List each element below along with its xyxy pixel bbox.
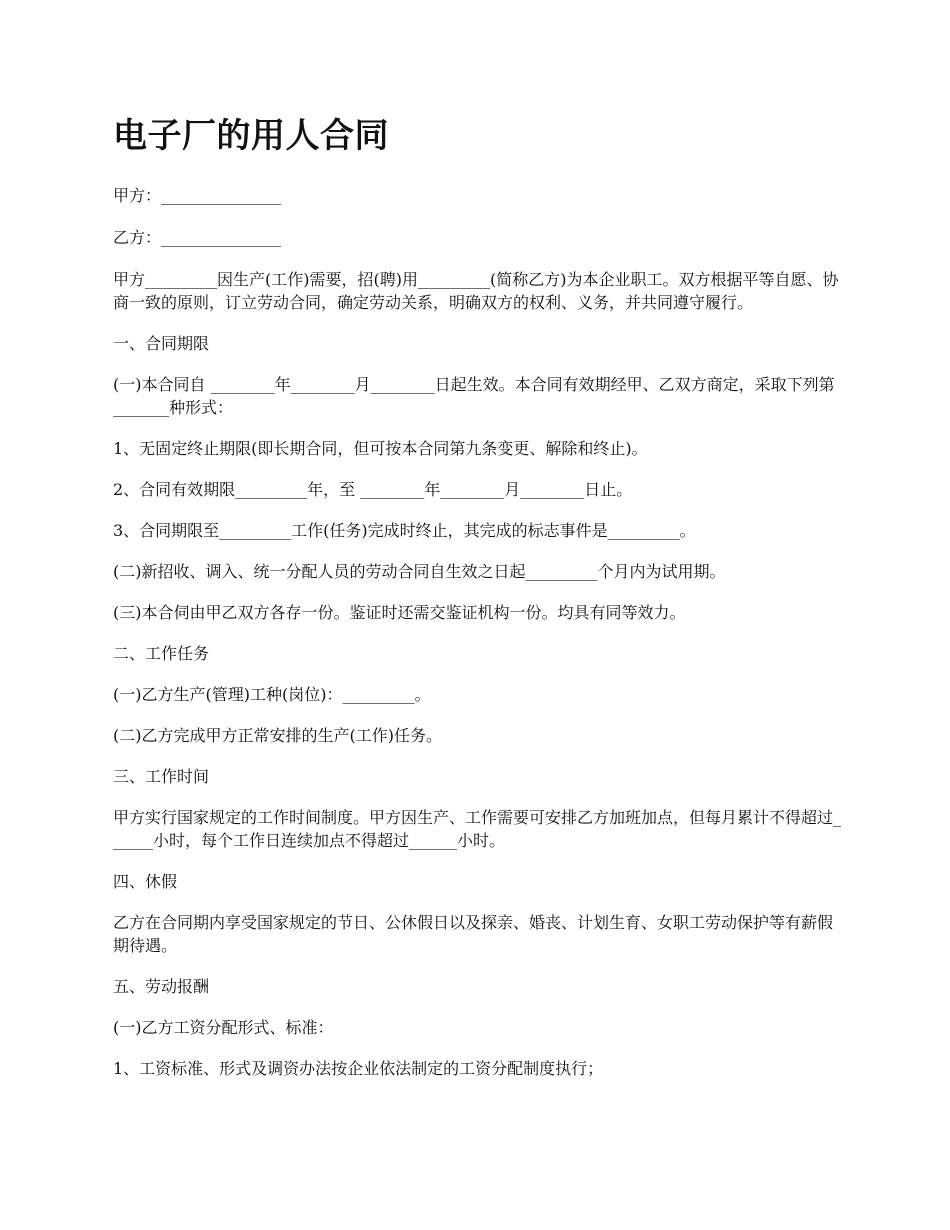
clause-item-3: 3、合同期限至_________工作(任务)完成时终止，其完成的标志事件是_________。 — [113, 521, 696, 540]
party-b-line: 乙方：_______________ — [113, 228, 282, 247]
party-a-line: 甲方：_______________ — [113, 186, 282, 205]
clause-pay-standard: 1、工资标准、形式及调资办法按企业依法制定的工资分配制度执行； — [113, 1059, 604, 1078]
clause-item-1: 1、无固定终止期限(即长期合同，但可按本合同第九条变更、解除和终止)。 — [113, 439, 648, 458]
clause-job-type: (一)乙方生产(管理)工种(岗位)：_________。 — [113, 685, 431, 704]
document-body — [113, 112, 841, 1098]
clause-copies: (三)本合伺由甲乙双方各存一份。鉴证时还需交鉴证机构一份。均具有同等效力。 — [113, 603, 686, 622]
section-heading-tasks: 二、工作任务 — [113, 644, 210, 663]
clause-leave: 乙方在合同期内享受国家规定的节日、公休假日以及探亲、婚丧、计划生育、女职工劳动保护等有薪假期待遇。 — [113, 913, 834, 955]
document-title: 电子厂的用人合同 — [113, 116, 389, 156]
clause-job-duty: (二)乙方完成甲方正常安排的生产(工作)任务。 — [113, 726, 442, 745]
section-heading-hours: 三、工作时间 — [113, 767, 210, 786]
clause-probation: (二)新招收、调入、统一分配人员的劳动合同自生效之日起_________个月内为试用期。 — [113, 562, 726, 581]
clause-effective-date: (一)本合同自 ________年________月________日起生效。本合同有效期经甲、乙双方商定，采取下列第_______种形式： — [113, 375, 835, 417]
section-heading-pay: 五、劳动报酬 — [113, 977, 210, 996]
clause-pay-form: (一)乙方工资分配形式、标准： — [113, 1018, 334, 1037]
intro-paragraph: 甲方_________因生产(工作)需要，招(聘)用_________(简称乙方)为本企业职工。双方根据平等自愿、协商一致的原则，订立劳动合同，确定劳动关系，明确双方的权利、义务，并共同遵守履行。 — [113, 270, 839, 312]
clause-item-2: 2、合同有效期限_________年，至 ________年________月________日止。 — [113, 480, 633, 499]
section-heading-term: 一、合同期限 — [113, 334, 210, 353]
section-heading-leave: 四、休假 — [113, 872, 178, 891]
clause-working-hours: 甲方实行国家规定的工作时间制度。甲方因生产、工作需要可安排乙方加班加点，但每月累计不得超过______小时，每个工作日连续加点不得超过______小时。 — [113, 808, 842, 850]
